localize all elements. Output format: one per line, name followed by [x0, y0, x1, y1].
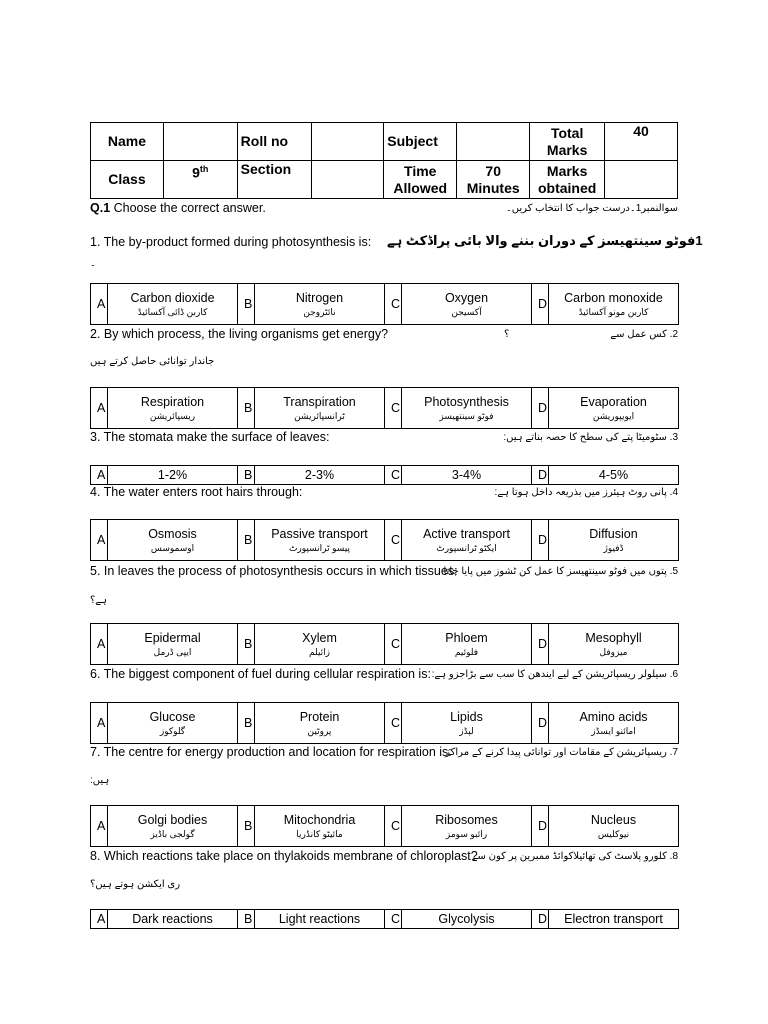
option-letter: D — [532, 703, 549, 744]
question-8-options — [90, 909, 679, 929]
question-7-urdu: 7. ریسپائریشن کے مقامات اور توانائی پیدا کرنے کے مراکز — [445, 747, 678, 758]
option-letter: B — [238, 806, 255, 847]
question-7-text: 7. The centre for energy production and location for respiration is: — [90, 745, 452, 759]
option-c[interactable]: 3-4% — [402, 466, 532, 485]
section-label: Section — [237, 161, 311, 199]
option-b[interactable]: Transpiration ٹرانسپائریشن — [255, 388, 385, 429]
option-letter: B — [238, 520, 255, 561]
question-3 — [90, 430, 678, 448]
option-c[interactable]: Phloem فلوئیم — [402, 624, 532, 665]
option-a[interactable]: Osmosis اوسموسس — [108, 520, 238, 561]
question-7-options — [90, 805, 679, 847]
option-letter: A — [91, 284, 108, 325]
option-b[interactable]: Passive transport پیسو ٹرانسپورٹ — [255, 520, 385, 561]
option-c[interactable]: Lipids لپڈز — [402, 703, 532, 744]
option-c[interactable]: Ribosomes رائبو سومز — [402, 806, 532, 847]
subject-label: Subject — [384, 123, 457, 161]
option-d[interactable]: 4-5% — [549, 466, 679, 485]
marks-obtained-label: Marks obtained — [530, 161, 605, 199]
question-1-urdu-cont: ۔ — [90, 258, 96, 269]
option-letter: B — [238, 703, 255, 744]
option-letter: A — [91, 806, 108, 847]
option-letter: A — [91, 703, 108, 744]
section-label: Q.1 — [90, 201, 111, 215]
option-letter: C — [385, 388, 402, 429]
question-8-text: 8. Which reactions take place on thylakoids membrane of chloroplast? — [90, 849, 478, 863]
option-b[interactable]: Light reactions — [255, 910, 385, 929]
option-letter: B — [238, 284, 255, 325]
question-4-urdu: 4. پانی روٹ ہیئرز میں بذریعہ داخل ہوتا ہے: — [494, 487, 678, 498]
time-allowed-label: Time Allowed — [384, 161, 457, 199]
option-a[interactable]: Epidermal ایپی ڈرمل — [108, 624, 238, 665]
total-marks-value: 40 — [605, 123, 678, 161]
question-8-urdu-cont: ری ایکشن ہوتے ہیں؟ — [90, 879, 181, 890]
option-letter: D — [532, 466, 549, 485]
subject-field[interactable] — [457, 123, 530, 161]
option-letter: C — [385, 806, 402, 847]
option-letter: D — [532, 910, 549, 929]
question-6 — [90, 667, 678, 685]
class-value: 9th — [163, 161, 237, 199]
option-letter: C — [385, 520, 402, 561]
question-6-urdu: 6. سیلولر ریسپائریشن کے لیے ایندھن کا سب سے بڑاجزو ہے: — [431, 669, 678, 680]
option-a[interactable]: Dark reactions — [108, 910, 238, 929]
option-b[interactable]: Mitochondria مائیٹو کانڈریا — [255, 806, 385, 847]
question-6-text: 6. The biggest component of fuel during cellular respiration is: — [90, 667, 431, 681]
option-letter: B — [238, 388, 255, 429]
option-d[interactable]: Electron transport — [549, 910, 679, 929]
option-letter: C — [385, 466, 402, 485]
option-letter: A — [91, 466, 108, 485]
option-c[interactable]: Glycolysis — [402, 910, 532, 929]
question-5-text: 5. In leaves the process of photosynthesis occurs in which tissues: — [90, 564, 458, 578]
option-letter: D — [532, 284, 549, 325]
option-d[interactable]: Diffusion ڈفیوژ — [549, 520, 679, 561]
option-d[interactable]: Carbon monoxide کاربن مونو آکسائیڈ — [549, 284, 679, 325]
question-1-options — [90, 283, 679, 325]
option-d[interactable]: Nucleus نیوکلیس — [549, 806, 679, 847]
marks-obtained-field[interactable] — [605, 161, 678, 199]
question-1-urdu: 1فوٹو سینتھیسز کے دوران بننے والا بائی پراڈکٹ ہے — [387, 233, 703, 248]
option-letter: C — [385, 624, 402, 665]
question-2-text: 2. By which process, the living organisms get energy? — [90, 327, 389, 341]
question-2-urdu-cont: جاندار توانائی حاصل کرتے ہیں — [90, 356, 215, 367]
question-6-options — [90, 702, 679, 744]
option-letter: D — [532, 520, 549, 561]
option-a[interactable]: Carbon dioxide کاربن ڈائی آکسائیڈ — [108, 284, 238, 325]
option-b[interactable]: Nitrogen نائٹروجن — [255, 284, 385, 325]
question-5-urdu: 5. پتوں میں فوٹو سینتھیسز کا عمل کن ٹشوز میں پایا جاتا — [443, 566, 678, 577]
option-d[interactable]: Mesophyll میزوفل — [549, 624, 679, 665]
roll-no-label: Roll no — [237, 123, 311, 161]
option-a[interactable]: Respiration ریسپائریشن — [108, 388, 238, 429]
section-urdu: سوالنمبر1۔درست جواب کا انتخاب کریں۔ — [505, 203, 678, 214]
question-2-options — [90, 387, 679, 429]
name-field[interactable] — [163, 123, 237, 161]
option-letter: D — [532, 624, 549, 665]
question-7 — [90, 745, 678, 763]
option-d[interactable]: Amino acids امائنو ایسڈز — [549, 703, 679, 744]
question-5-options — [90, 623, 679, 665]
question-1-text: 1. The by-product formed during photosynthesis is: — [90, 235, 372, 249]
option-c[interactable]: Oxygen آکسیجن — [402, 284, 532, 325]
option-letter: A — [91, 910, 108, 929]
option-letter: C — [385, 703, 402, 744]
option-letter: D — [532, 806, 549, 847]
option-b[interactable]: Protein پروٹین — [255, 703, 385, 744]
question-3-urdu: 3. سٹومیٹا پتے کی سطح کا حصہ بناتے ہیں: — [503, 432, 678, 443]
option-letter: B — [238, 910, 255, 929]
option-a[interactable]: Golgi bodies گولجی باڈیز — [108, 806, 238, 847]
option-letter: C — [385, 910, 402, 929]
question-3-text: 3. The stomata make the surface of leaves: — [90, 430, 330, 444]
question-8 — [90, 849, 678, 867]
question-2-urdu: 2. کس عمل سے — [610, 329, 678, 340]
option-d[interactable]: Evaporation ایویپوریشن — [549, 388, 679, 429]
question-7-urdu-cont: ہیں: — [90, 775, 110, 786]
name-label: Name — [91, 123, 164, 161]
question-4-text: 4. The water enters root hairs through: — [90, 485, 303, 499]
option-a[interactable]: 1-2% — [108, 466, 238, 485]
option-letter: C — [385, 284, 402, 325]
question-3-options — [90, 465, 679, 485]
option-letter: A — [91, 624, 108, 665]
option-b[interactable]: 2-3% — [255, 466, 385, 485]
option-c[interactable]: Photosynthesis فوٹو سینتھیسز — [402, 388, 532, 429]
question-5-urdu-cont: ہے؟ — [90, 595, 108, 606]
option-letter: A — [91, 520, 108, 561]
option-letter: B — [238, 624, 255, 665]
option-c[interactable]: Active transport ایکٹو ٹرانسپورٹ — [402, 520, 532, 561]
question-5 — [90, 564, 678, 582]
option-a[interactable]: Glucose گلوکوز — [108, 703, 238, 744]
option-letter: D — [532, 388, 549, 429]
section-field[interactable] — [311, 161, 384, 199]
question-2 — [90, 327, 678, 345]
time-allowed-value: 70 Minutes — [457, 161, 530, 199]
option-letter: A — [91, 388, 108, 429]
header-table — [90, 122, 678, 199]
question-2-urdu-mark: ؟ — [504, 329, 510, 340]
question-4-options — [90, 519, 679, 561]
question-4 — [90, 485, 678, 503]
question-1 — [90, 233, 703, 253]
roll-no-field[interactable] — [311, 123, 384, 161]
option-b[interactable]: Xylem زائیلم — [255, 624, 385, 665]
class-label: Class — [91, 161, 164, 199]
option-letter: B — [238, 466, 255, 485]
section-text: Choose the correct answer. — [110, 201, 266, 215]
question-8-urdu: 8. کلورو پلاسٹ کی تھائیلاکوائڈ ممبرین پر کون سے — [471, 851, 678, 862]
total-marks-label: Total Marks — [530, 123, 605, 161]
